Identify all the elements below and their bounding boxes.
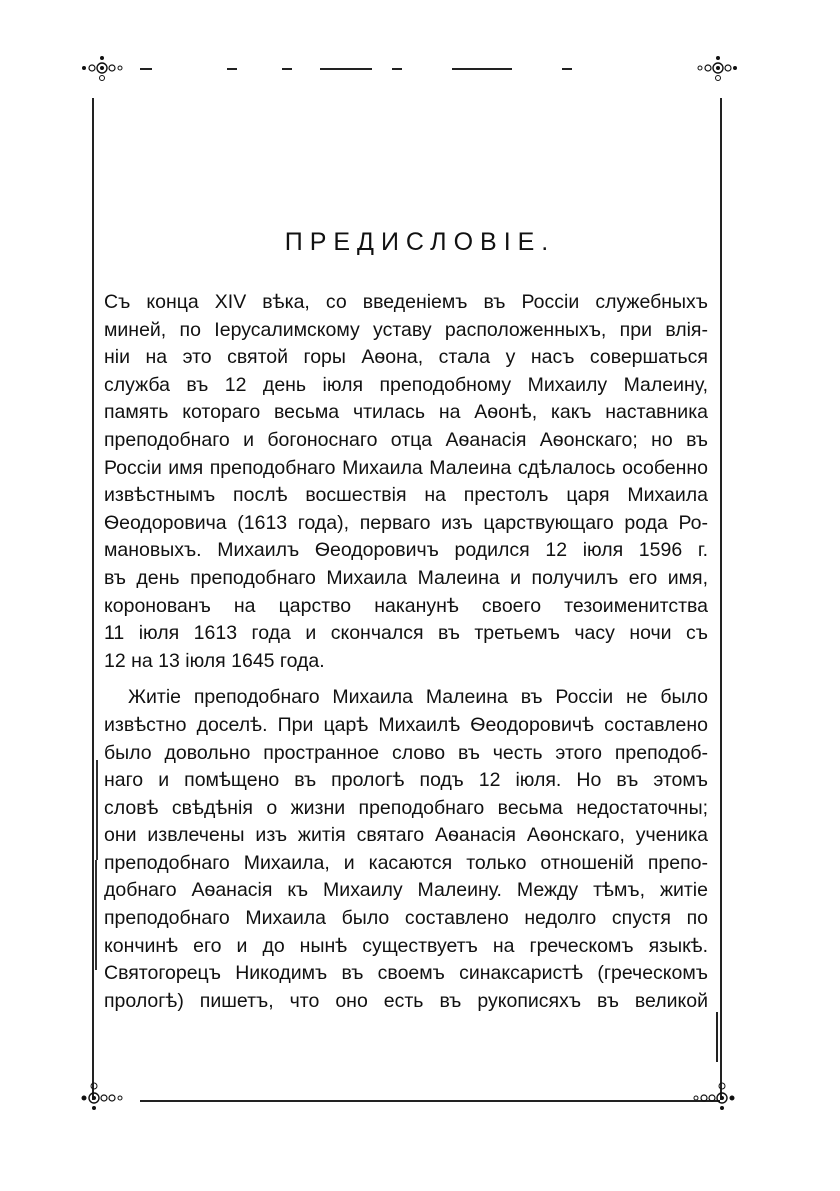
- ornament-icon: [680, 46, 740, 82]
- paragraph: [104, 289, 708, 675]
- top-rule: [92, 68, 730, 70]
- text-line: было довольно пространное слово въ честь этого преподоб-: [104, 741, 708, 764]
- text-line: служба въ 12 день іюля преподобному Михаилу Малеину,: [104, 373, 708, 396]
- text-line: преподобнаго Михаила было составлено недолго спустя по: [104, 907, 708, 930]
- text-line: добнаго Аѳанасія къ Михаилу Малеину. Между тѣмъ, житіе: [104, 879, 708, 902]
- ornament-icon: [680, 1078, 740, 1114]
- text-line: извѣстнымъ послѣ восшествія на престолъ царя Михаила: [104, 484, 708, 507]
- ornament-icon: [72, 46, 132, 82]
- text-line: наго и помѣщено въ прологѣ подъ 12 іюля. Но въ этомъ: [104, 769, 708, 792]
- text-line: преподобнаго и богоноснаго отца Аѳанасія Аѳонскаго; но въ: [104, 428, 708, 451]
- text-line: Святогорецъ Никодимъ въ своемъ синаксаристѣ (греческомъ: [104, 962, 708, 985]
- left-margin-mark: [95, 860, 97, 970]
- text-line: Съ конца XIV вѣка, со введеніемъ въ Россіи служебныхъ: [104, 291, 708, 313]
- text-line: въ день преподобнаго Михаила Малеина и получилъ его имя,: [104, 566, 708, 589]
- text-line: извѣстно доселѣ. При царѣ Михаилѣ Ѳеодоровичѣ составлено: [104, 713, 708, 736]
- text-line: миней, по Іерусалимскому уставу расположенныхъ, при влія-: [104, 318, 708, 341]
- text-line: кончинѣ его и до нынѣ существуетъ на греческомъ языкѣ.: [104, 934, 708, 957]
- text-line: прологѣ) пишетъ, что оно есть въ рукописяхъ въ великой: [104, 989, 708, 1012]
- ornament-icon: [72, 1078, 132, 1114]
- text-line: преподобнаго Михаила, и касаются только отношеній препо-: [104, 851, 708, 874]
- text-line: 12 на 13 іюля 1645 года.: [104, 649, 325, 672]
- text-line: Житіе преподобнаго Михаила Малеина въ Россіи не было: [128, 686, 708, 709]
- bottom-rule: [140, 1100, 720, 1102]
- text-line: коронованъ на царство наканунѣ своего тезоименитства: [104, 594, 708, 617]
- right-border-accent: [716, 1012, 718, 1062]
- text-line: мановыхъ. Михаилъ Ѳеодоровичъ родился 12 іюля 1596 г.: [104, 539, 708, 562]
- body-text: [104, 289, 708, 1015]
- text-line: 11 іюля 1613 года и скончался въ третьемъ часу ночи съ: [104, 622, 708, 645]
- text-line: Ѳеодоровича (1613 года), перваго изъ царствующаго рода Ро-: [104, 511, 708, 534]
- left-margin-mark: [96, 760, 98, 860]
- paragraph: [104, 684, 708, 1015]
- text-line: Россіи имя преподобнаго Михаила Малеина сдѣлалось особенно: [104, 456, 708, 479]
- text-line: ніи на это святой горы Аѳона, стала у насъ совершаться: [104, 346, 708, 369]
- text-line: они извлечены изъ житія святаго Аѳанасія Аѳонскаго, ученика: [104, 824, 708, 847]
- page-title: ПРЕДИСЛОВІЕ.: [284, 228, 556, 256]
- text-line: словѣ свѣдѣнія о жизни преподобнаго весьма недостаточны;: [104, 796, 708, 819]
- text-line: память котораго весьма чтилась на Аѳонѣ, какъ наставника: [104, 401, 708, 424]
